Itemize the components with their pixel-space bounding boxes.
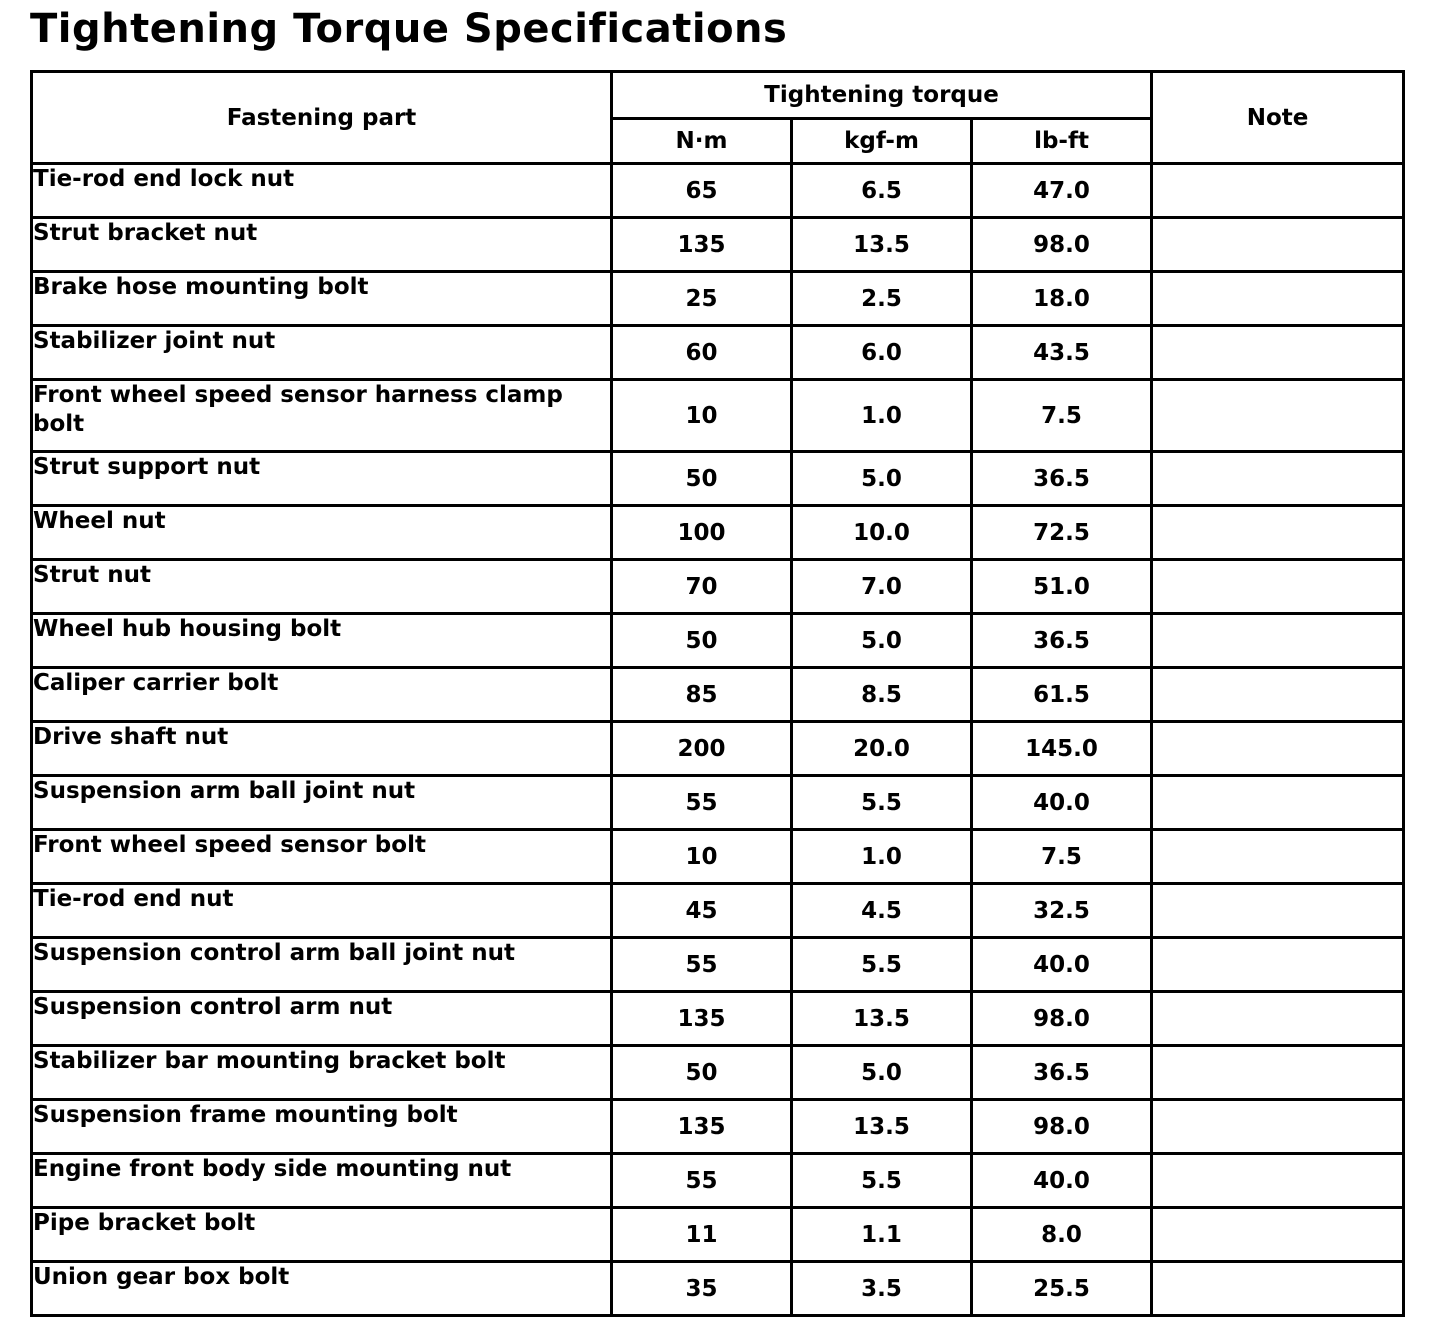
- fastening-part-cell: Wheel nut: [32, 506, 612, 560]
- note-cell: [1152, 1154, 1404, 1208]
- header-fastening-part: Fastening part: [32, 72, 612, 164]
- note-cell: [1152, 164, 1404, 218]
- nm-cell: 25: [612, 272, 792, 326]
- fastening-part-cell: Engine front body side mounting nut: [32, 1154, 612, 1208]
- page-title: Tightening Torque Specifications: [30, 6, 788, 52]
- table-row: [32, 164, 1404, 218]
- kgfm-cell: 5.0: [792, 1046, 972, 1100]
- lbft-cell: 51.0: [972, 560, 1152, 614]
- kgfm-cell: 3.5: [792, 1262, 972, 1316]
- nm-cell: 50: [612, 614, 792, 668]
- kgfm-cell: 5.5: [792, 1154, 972, 1208]
- nm-cell: 200: [612, 722, 792, 776]
- nm-cell: 50: [612, 1046, 792, 1100]
- table-row: [32, 1262, 1404, 1316]
- kgfm-cell: 5.5: [792, 776, 972, 830]
- table-row: [32, 1100, 1404, 1154]
- note-cell: [1152, 992, 1404, 1046]
- lbft-cell: 98.0: [972, 1100, 1152, 1154]
- note-cell: [1152, 938, 1404, 992]
- lbft-cell: 8.0: [972, 1208, 1152, 1262]
- lbft-cell: 98.0: [972, 992, 1152, 1046]
- lbft-cell: 61.5: [972, 668, 1152, 722]
- kgfm-cell: 5.5: [792, 938, 972, 992]
- table-row: [32, 380, 1404, 452]
- table-row: [32, 506, 1404, 560]
- kgfm-cell: 13.5: [792, 992, 972, 1046]
- kgfm-cell: 1.1: [792, 1208, 972, 1262]
- note-cell: [1152, 884, 1404, 938]
- nm-cell: 85: [612, 668, 792, 722]
- nm-cell: 10: [612, 830, 792, 884]
- note-cell: [1152, 1100, 1404, 1154]
- kgfm-cell: 10.0: [792, 506, 972, 560]
- fastening-part-cell: Brake hose mounting bolt: [32, 272, 612, 326]
- nm-cell: 100: [612, 506, 792, 560]
- kgfm-cell: 5.0: [792, 452, 972, 506]
- fastening-part-cell: Front wheel speed sensor harness clamp bolt: [32, 380, 612, 452]
- header-lbft: lb-ft: [972, 119, 1152, 164]
- table-row: [32, 830, 1404, 884]
- fastening-part-cell: Stabilizer bar mounting bracket bolt: [32, 1046, 612, 1100]
- kgfm-cell: 4.5: [792, 884, 972, 938]
- table-row: [32, 776, 1404, 830]
- nm-cell: 45: [612, 884, 792, 938]
- lbft-cell: 145.0: [972, 722, 1152, 776]
- fastening-part-cell: Strut support nut: [32, 452, 612, 506]
- nm-cell: 50: [612, 452, 792, 506]
- lbft-cell: 36.5: [972, 452, 1152, 506]
- note-cell: [1152, 1262, 1404, 1316]
- table-row: [32, 1154, 1404, 1208]
- header-note: Note: [1152, 72, 1404, 164]
- fastening-part-cell: Stabilizer joint nut: [32, 326, 612, 380]
- kgfm-cell: 13.5: [792, 1100, 972, 1154]
- table-body: [32, 164, 1404, 1316]
- note-cell: [1152, 1046, 1404, 1100]
- table-row: [32, 326, 1404, 380]
- kgfm-cell: 5.0: [792, 614, 972, 668]
- nm-cell: 55: [612, 776, 792, 830]
- nm-cell: 135: [612, 1100, 792, 1154]
- nm-cell: 65: [612, 164, 792, 218]
- lbft-cell: 25.5: [972, 1262, 1152, 1316]
- table-row: [32, 884, 1404, 938]
- table-row: [32, 1046, 1404, 1100]
- note-cell: [1152, 722, 1404, 776]
- table-row: [32, 218, 1404, 272]
- table-row: [32, 560, 1404, 614]
- nm-cell: 10: [612, 380, 792, 452]
- lbft-cell: 36.5: [972, 1046, 1152, 1100]
- nm-cell: 55: [612, 1154, 792, 1208]
- table-row: [32, 938, 1404, 992]
- table-row: [32, 722, 1404, 776]
- lbft-cell: 43.5: [972, 326, 1152, 380]
- header-nm: N·m: [612, 119, 792, 164]
- table-row: [32, 1208, 1404, 1262]
- fastening-part-cell: Drive shaft nut: [32, 722, 612, 776]
- fastening-part-cell: Suspension arm ball joint nut: [32, 776, 612, 830]
- lbft-cell: 98.0: [972, 218, 1152, 272]
- nm-cell: 60: [612, 326, 792, 380]
- table-row: [32, 668, 1404, 722]
- note-cell: [1152, 380, 1404, 452]
- lbft-cell: 47.0: [972, 164, 1152, 218]
- kgfm-cell: 6.5: [792, 164, 972, 218]
- nm-cell: 55: [612, 938, 792, 992]
- lbft-cell: 40.0: [972, 776, 1152, 830]
- fastening-part-cell: Pipe bracket bolt: [32, 1208, 612, 1262]
- fastening-part-cell: Front wheel speed sensor bolt: [32, 830, 612, 884]
- nm-cell: 135: [612, 218, 792, 272]
- lbft-cell: 36.5: [972, 614, 1152, 668]
- kgfm-cell: 13.5: [792, 218, 972, 272]
- kgfm-cell: 2.5: [792, 272, 972, 326]
- fastening-part-cell: Suspension control arm ball joint nut: [32, 938, 612, 992]
- kgfm-cell: 6.0: [792, 326, 972, 380]
- nm-cell: 11: [612, 1208, 792, 1262]
- fastening-part-cell: Tie-rod end nut: [32, 884, 612, 938]
- header-kgfm: kgf-m: [792, 119, 972, 164]
- fastening-part-cell: Strut nut: [32, 560, 612, 614]
- note-cell: [1152, 506, 1404, 560]
- table-row: [32, 272, 1404, 326]
- note-cell: [1152, 776, 1404, 830]
- lbft-cell: 7.5: [972, 380, 1152, 452]
- nm-cell: 70: [612, 560, 792, 614]
- lbft-cell: 32.5: [972, 884, 1152, 938]
- note-cell: [1152, 830, 1404, 884]
- fastening-part-cell: Caliper carrier bolt: [32, 668, 612, 722]
- table-row: [32, 992, 1404, 1046]
- kgfm-cell: 8.5: [792, 668, 972, 722]
- fastening-part-cell: Suspension control arm nut: [32, 992, 612, 1046]
- kgfm-cell: 1.0: [792, 830, 972, 884]
- note-cell: [1152, 272, 1404, 326]
- note-cell: [1152, 326, 1404, 380]
- note-cell: [1152, 218, 1404, 272]
- torque-spec-table: [30, 70, 1405, 1317]
- fastening-part-cell: Strut bracket nut: [32, 218, 612, 272]
- fastening-part-cell: Suspension frame mounting bolt: [32, 1100, 612, 1154]
- fastening-part-cell: Union gear box bolt: [32, 1262, 612, 1316]
- note-cell: [1152, 560, 1404, 614]
- kgfm-cell: 1.0: [792, 380, 972, 452]
- header-tightening-torque: Tightening torque: [612, 72, 1152, 119]
- kgfm-cell: 7.0: [792, 560, 972, 614]
- table-row: [32, 614, 1404, 668]
- lbft-cell: 40.0: [972, 938, 1152, 992]
- fastening-part-cell: Tie-rod end lock nut: [32, 164, 612, 218]
- lbft-cell: 7.5: [972, 830, 1152, 884]
- note-cell: [1152, 1208, 1404, 1262]
- note-cell: [1152, 614, 1404, 668]
- lbft-cell: 18.0: [972, 272, 1152, 326]
- nm-cell: 35: [612, 1262, 792, 1316]
- table-row: [32, 452, 1404, 506]
- lbft-cell: 72.5: [972, 506, 1152, 560]
- note-cell: [1152, 668, 1404, 722]
- note-cell: [1152, 452, 1404, 506]
- lbft-cell: 40.0: [972, 1154, 1152, 1208]
- fastening-part-cell: Wheel hub housing bolt: [32, 614, 612, 668]
- kgfm-cell: 20.0: [792, 722, 972, 776]
- nm-cell: 135: [612, 992, 792, 1046]
